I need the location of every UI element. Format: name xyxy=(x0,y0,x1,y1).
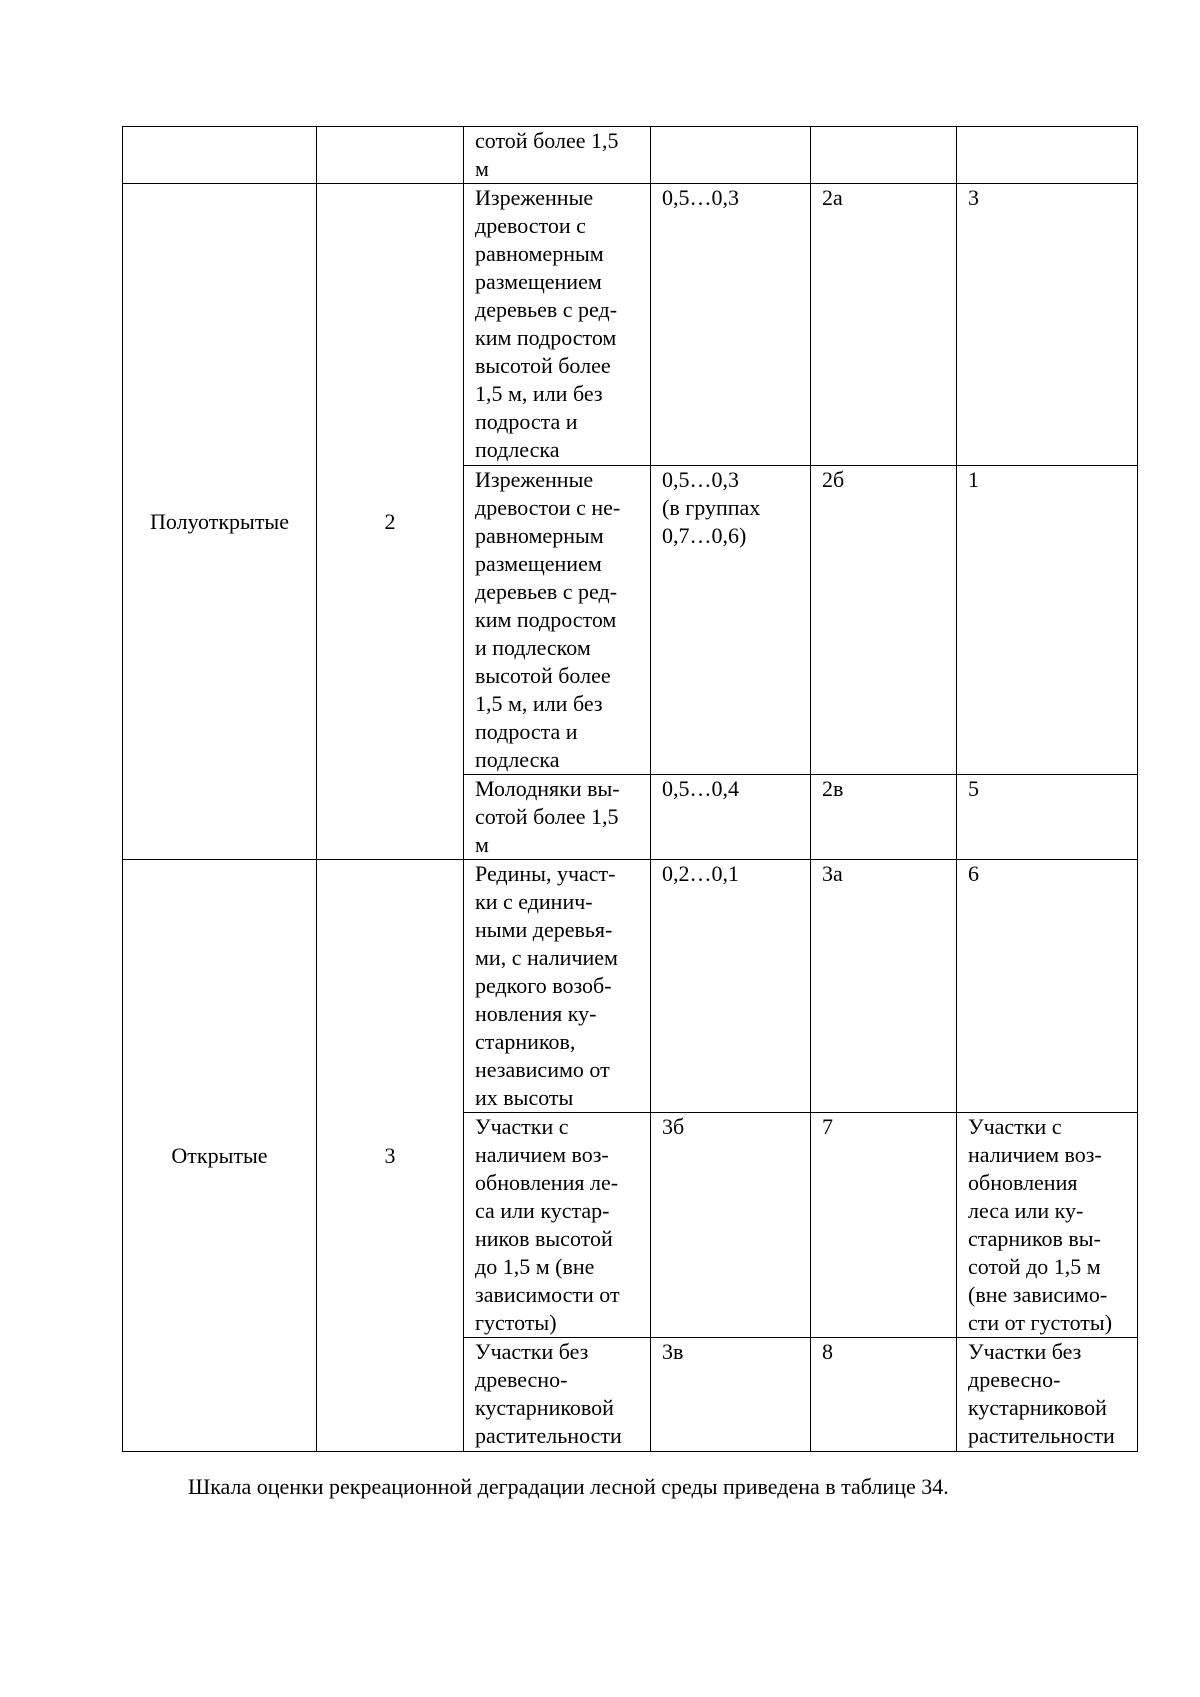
table-cell-type: 2б xyxy=(811,466,957,775)
forest-openness-table xyxy=(122,126,1138,1452)
table-cell-description: Изреженные древостои с равномерным размещением деревьев с ред- ким подростом высотой более 1,5 м, или без подроста и подлеска xyxy=(464,184,651,466)
table-cell xyxy=(317,127,464,184)
body-paragraph: Шкала оценки рекреационной деградации лесной среды приведена в таблице 34. xyxy=(188,1474,949,1499)
table-cell-number: 3 xyxy=(957,184,1138,466)
table-cell-description: сотой более 1,5 м xyxy=(464,127,651,184)
table-row xyxy=(123,184,1138,466)
table-cell-number: 5 xyxy=(957,775,1138,860)
table-cell-density: 0,2…0,1 xyxy=(651,860,811,1113)
group-code-cell: 3 xyxy=(317,860,464,1452)
table-cell-density: 0,5…0,3 (в группах 0,7…0,6) xyxy=(651,466,811,775)
table-cell-number: 1 xyxy=(957,466,1138,775)
table-cell-description: Редины, участ- ки с единич- ными деревья- ми, с наличием редкого возоб- новления ку- старников, независимо от их высоты xyxy=(464,860,651,1113)
table-cell-number: Участки с наличием воз- обновления леса или ку- старников вы- сотой до 1,5 м (вне зависимо- сти от густоты) xyxy=(957,1113,1138,1338)
table-cell-density: 0,5…0,3 xyxy=(651,184,811,466)
table-cell-description: Участки без древесно- кустарниковой растительности xyxy=(464,1338,651,1452)
table-cell-type: 2в xyxy=(811,775,957,860)
group-code-cell: 2 xyxy=(317,184,464,860)
table-row xyxy=(123,127,1138,184)
group-name-cell: Полуоткрытые xyxy=(123,184,317,860)
group-name-cell: Открытые xyxy=(123,860,317,1452)
table-cell-type: 3а xyxy=(811,860,957,1113)
table-row xyxy=(123,860,1138,1113)
table-cell xyxy=(651,127,811,184)
table-cell-density: 3б xyxy=(651,1113,811,1338)
table-cell-density: 3в xyxy=(651,1338,811,1452)
table-cell xyxy=(957,127,1138,184)
table-cell-description: Молодняки вы- сотой более 1,5 м xyxy=(464,775,651,860)
table-cell-description: Изреженные древостои с не- равномерным размещением деревьев с ред- ким подростом и подлеском высотой более 1,5 м, или без подроста и подлеска xyxy=(464,466,651,775)
table-cell-type: 8 xyxy=(811,1338,957,1452)
table-cell xyxy=(811,127,957,184)
table-cell-description: Участки с наличием воз- обновления ле- са или кустар- ников высотой до 1,5 м (вне зависимости от густоты) xyxy=(464,1113,651,1338)
table-cell-type: 2а xyxy=(811,184,957,466)
table-cell-number: Участки без древесно- кустарниковой растительности xyxy=(957,1338,1138,1452)
table-cell-type: 7 xyxy=(811,1113,957,1338)
table-cell-density: 0,5…0,4 xyxy=(651,775,811,860)
table-cell-number: 6 xyxy=(957,860,1138,1113)
table-cell xyxy=(123,127,317,184)
